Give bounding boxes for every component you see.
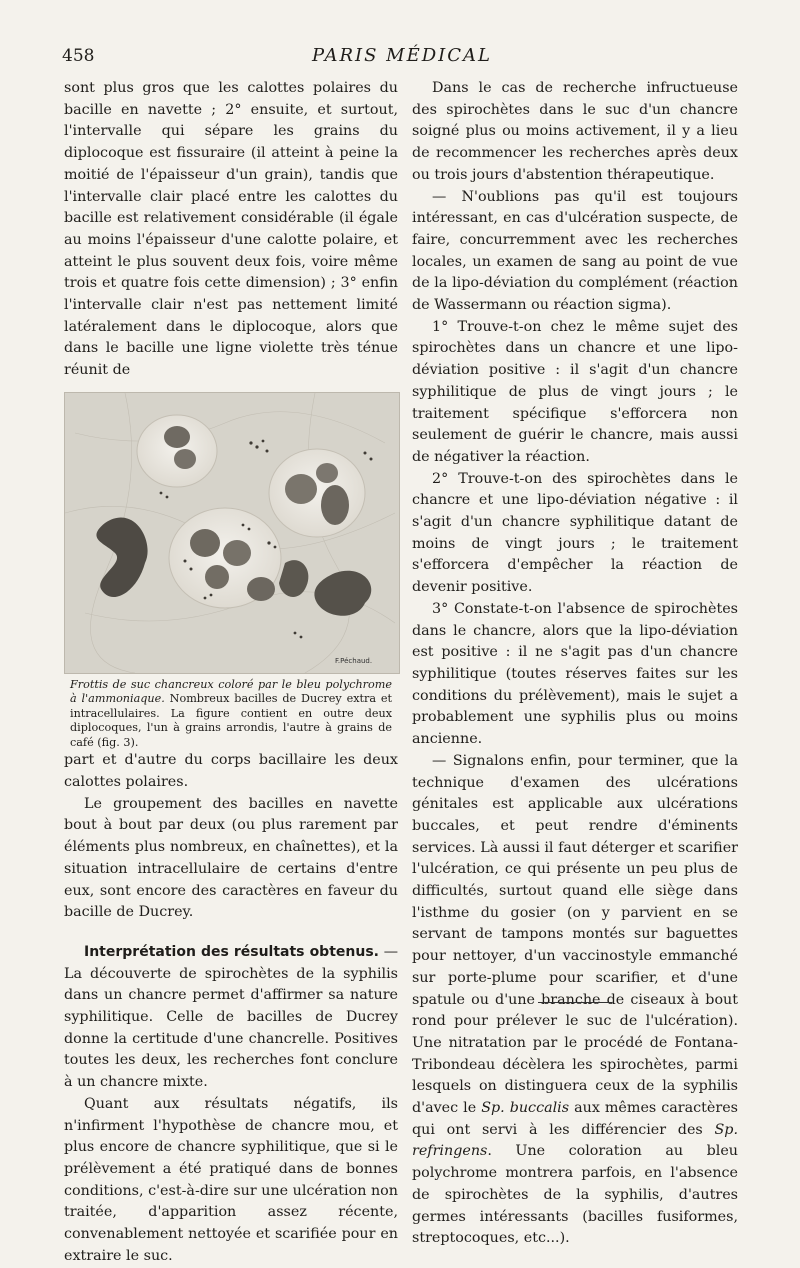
right-paragraph-6-a: — Signalons enfin, pour terminer, que la technique d'examen des ulcérations génitales est applicable aux ulcérations buccales, et peut rendre d'éminents services. Là aussi il faut déterger et scarifier l'ulcération, ce qui présente un peu plus de difficultés, surtout quand elle siège dans l'isthme du gosier (on y parvient en se servant de tampons montés sur baguettes pour nettoyer, d'un vaccinostyle emmanché sur porte-plume pour scarifier, et d'une spatule ou d'une branche de ciseaux à bout rond pour prélever le suc de l'ulcération). Une nitratation par le procédé de Fontana-Tribondeau décèlera les spirochètes, parmi lesquels on distinguera ceux de la syphilis d'avec le [412,752,738,1117]
micrograph-illustration [65,393,399,673]
right-column [412,78,738,1250]
right-paragraph-4: 2° Trouve-t-on des spirochètes dans le chancre et une lipo-déviation négative : il s'agit d'un chancre syphilitique datant de moins de vingt jours ; le traitement s'efforcera d'empêcher la réaction de devenir positive. [412,470,738,596]
running-title: PARIS MÉDICAL [311,45,492,66]
interpretation-text: — La découverte de spirochètes de la syphilis dans un chancre permet d'affirmer sa nature syphilitique. Celle de bacilles de Ducrey donne la certitude d'une chancrelle. Positives toutes les deux, les recherches font conclure à un chancre mixte. [64,943,399,1091]
figure-caption-italic: Frottis de suc chancreux coloré par le bleu polychrome à l'ammoniaque. [70,677,392,706]
right-paragraph-5: 3° Constate-t-on l'absence de spirochètes dans le chancre, alors que la lipo-déviation est positive : il ne s'agit pas d'un chancre syphilitique (toutes réserves faites sur les conditions du prélèvement), mais le sujet a probablement une syphilis plus ou moins ancienne. [412,600,738,748]
species-sp-refringens: Sp. refringens [412,1121,739,1160]
section-heading-interpretation: Interprétation des résultats obtenus. [84,943,379,960]
left-paragraph-2: part et d'autre du corps bacillaire les deux calottes polaires. [64,752,398,791]
left-paragraph-3: Le groupement des bacilles en navette bout à bout par deux (ou plus rarement par éléments plus nombreux, en chaînettes), et la situation intracellulaire de certains d'entre eux, sont encore des caractères en faveur du bacille de Ducrey. [64,795,398,921]
page-header [62,44,742,70]
figure-caption-text: Nombreux bacilles de Ducrey extra et intracellulaires. La figure contient en outre deux diplocoques, l'un à grains arrondis, l'autre à grains de café (fig. 3). [70,692,393,749]
page-number: 458 [62,46,95,66]
left-paragraph-5: Quant aux résultats négatifs, ils n'infirment l'hypothèse de chancre mou, et plus encore de chancre syphilitique, que si le prélèvement a été pratiqué dans de bonnes conditions, c'est-à-dire sur une ulcération non traitée, d'apparition assez récente, convenablement nettoyée et scarifiée pour en extraire le suc. [64,1095,398,1264]
section-end-rule [538,1002,612,1003]
right-paragraph-3: 1° Trouve-t-on chez le même sujet des spirochètes dans un chancre et une lipo-déviation positive : il s'agit d'un chancre syphilitique de plus de vingt jours ; le traitement spécifique s'efforcera non seulement de guérir le chancre, mais aussi de négativer la réaction. [412,318,738,465]
left-column [64,78,398,1268]
micrograph-figure [64,392,400,674]
figure-caption [64,678,398,751]
left-paragraph-1: sont plus gros que les calottes polaires du bacille en navette ; 2° ensuite, et surtout, l'intervalle qui sépare les grains du diplocoque est fissuraire (il atteint à peine la moitié de l'épaisseur d'un grain), tandis que l'intervalle clair placé entre les calottes du bacille est relativement considérable (il égale au moins l'épaisseur d'une calotte polaire, et atteint le plus souvent deux fois, voire même trois et quatre fois cette dimension) ; 3° enfin l'intervalle clair n'est pas nettement limité latéralement dans le diplocoque, alors que dans le bacille une ligne violette très ténue réunit de [64,80,398,379]
right-paragraph-2: — N'oublions pas qu'il est toujours intéressant, en cas d'ulcération suspecte, de faire, concurremment avec les recherches locales, un examen de sang au point de vue de la lipo-déviation du complément (réaction de Wassermann ou réaction sigma). [412,188,738,314]
right-paragraph-1: Dans le cas de recherche infructueuse des spirochètes dans le suc d'un chancre soigné plus ou moins activement, il y a lieu de recommencer les recherches après deux ou trois jours d'abstention thérapeutique. [412,80,738,183]
interpretation-paragraph [64,942,398,1094]
species-sp-buccalis: Sp. buccalis [481,1100,570,1117]
figure-signature: F.Péchaud. [335,656,373,665]
right-paragraph-6-b: aux mêmes caractères qui ont servi à les différencier des [412,1100,738,1138]
right-paragraph-6-c: . Une coloration au bleu polychrome montrera parfois, en l'absence de spirochètes de la syphilis, d'autres germes intéressants (bacilles fusiformes, streptocoques, etc...). [412,1143,738,1247]
right-paragraph-6 [412,751,738,1250]
